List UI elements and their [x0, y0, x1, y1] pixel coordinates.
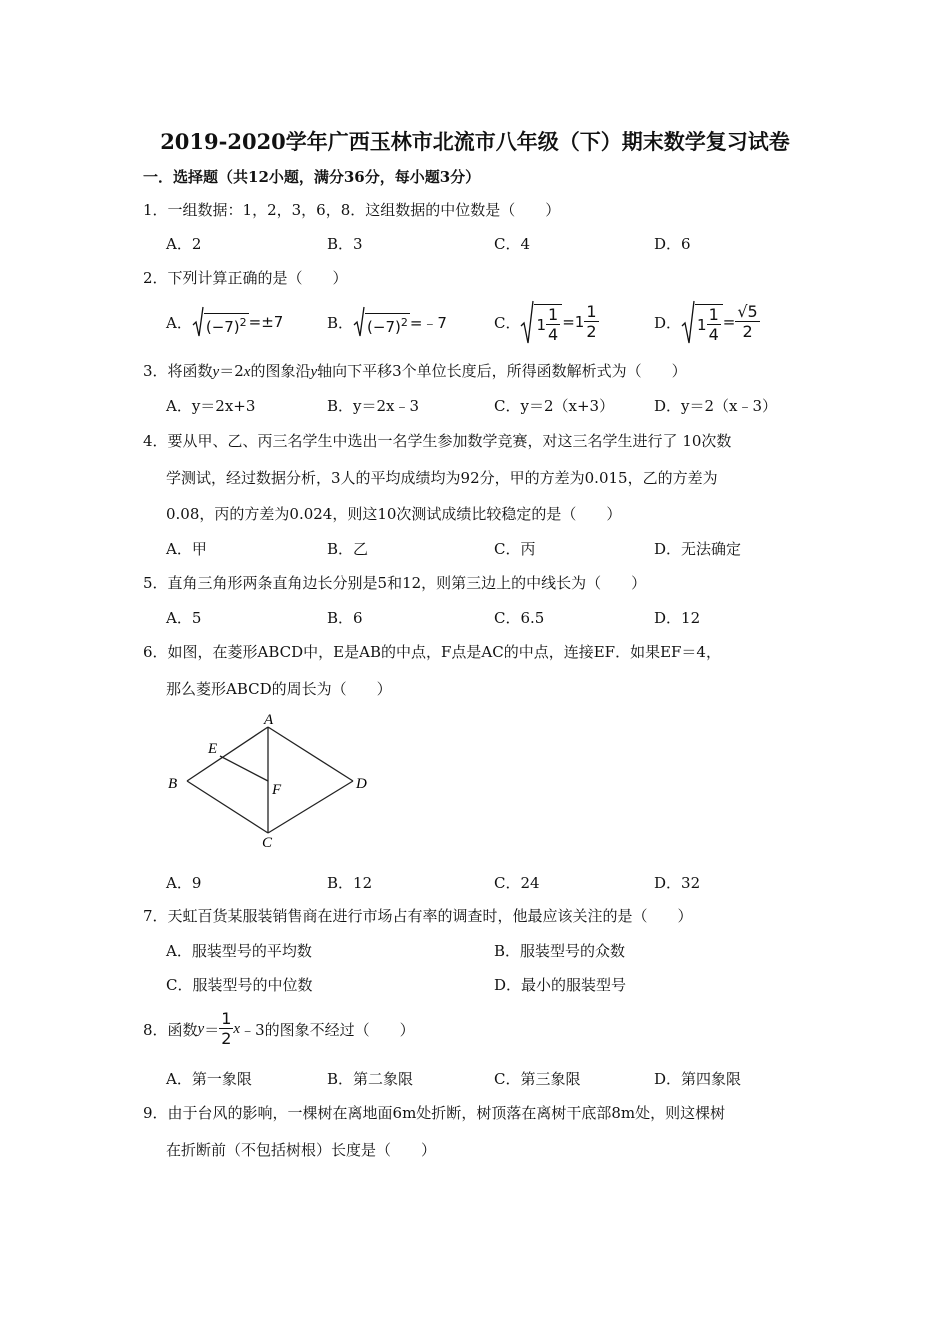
- q3-option-a: A．y＝2x+3: [166, 397, 256, 415]
- q8-fraction: $\frac{1}{2}$: [221, 1009, 232, 1048]
- q3-option-d: D．y＝2（x﹣3）: [654, 397, 778, 415]
- q4-option-c: C．丙: [494, 540, 536, 558]
- section-heading: 一．选择题（共12小题，满分36分，每小题3分）: [143, 168, 481, 186]
- side-ad: [268, 727, 353, 781]
- q2-d-label: D．: [654, 313, 682, 332]
- question-5-stem: 5．直角三角形两条直角边长分别是5和12，则第三边上的中线长为（ ）: [143, 574, 647, 592]
- q6-option-d: D．32: [654, 874, 701, 892]
- question-8-stem: 8．函数 y ＝ $\frac{1}{2}$ x ﹣3的图象不经过（ ）: [143, 1009, 415, 1048]
- q6-option-c: C．24: [494, 874, 540, 892]
- q4-option-b: B．乙: [327, 540, 369, 558]
- q8-option-a: A．第一象限: [166, 1070, 252, 1088]
- question-4-line-3: 0.08，丙的方差为0.024，则这10次测试成绩比较稳定的是（ ）: [166, 505, 622, 523]
- label-e: E: [208, 741, 218, 757]
- sqrt-sign-icon: [520, 299, 534, 345]
- question-3-stem: 3．将函数y＝2x的图象沿y轴向下平移3个单位长度后，所得函数解析式为（ ）: [143, 362, 687, 380]
- q2-b-result: =﹣7: [409, 313, 447, 332]
- sqrt-sign-icon: [192, 305, 204, 339]
- q2-option-c: [494, 298, 599, 346]
- q3-option-c: C．y＝2（x+3）: [494, 397, 615, 415]
- question-6-line-1: 6．如图，在菱形ABCD中，E是AB的中点，F点是AC的中点，连接EF．如果EF＝4，: [143, 643, 721, 661]
- q2-c-equals: =1: [562, 313, 585, 331]
- segment-ef: [220, 756, 268, 781]
- q5-option-c: C．6.5: [494, 609, 545, 627]
- rhombus-figure: [160, 705, 380, 855]
- q7-option-b: B．服装型号的众数: [494, 942, 626, 960]
- q2-c-label: C．: [494, 313, 521, 332]
- q7-option-a: A．服装型号的平均数: [166, 942, 312, 960]
- q2-option-b: [327, 304, 447, 340]
- q2-a-result: =±7: [248, 313, 284, 331]
- q2-d-radicand: 1 $\frac{1}{4}$: [695, 304, 723, 343]
- q2-d-equals: =: [722, 313, 736, 331]
- q5-option-b: B．6: [327, 609, 363, 627]
- label-c: C: [262, 835, 273, 851]
- sqrt-sign-icon: [681, 299, 695, 345]
- q2-a-label: A．: [166, 313, 192, 332]
- q8-option-d: D．第四象限: [654, 1070, 742, 1088]
- question-9-line-1: 9．由于台风的影响，一棵树在离地面6m处折断，树顶落在离树干底部8m处，则这棵树: [143, 1104, 726, 1122]
- q6-option-b: B．12: [327, 874, 373, 892]
- q3-option-b: B．y＝2x﹣3: [327, 397, 420, 415]
- question-1-stem: 1．一组数据：1，2，3，6，8．这组数据的中位数是（ ）: [143, 201, 561, 219]
- q7-option-d: D．最小的服装型号: [494, 976, 627, 994]
- q2-option-a: [166, 304, 283, 340]
- sqrt-sign-icon: [353, 305, 365, 339]
- side-bc: [187, 781, 268, 833]
- question-4-line-1: 4．要从甲、乙、丙三名学生中选出一名学生参加数学竞赛，对这三名学生进行了 10次数: [143, 432, 732, 450]
- q8-option-c: C．第三象限: [494, 1070, 581, 1088]
- q2-option-d: [654, 298, 760, 346]
- q2-b-radicand: $(-7)^2$: [365, 313, 410, 336]
- page-title: 2019-2020学年广西玉林市北流市八年级（下）期末数学复习试卷: [160, 129, 790, 154]
- q4-option-d: D．无法确定: [654, 540, 742, 558]
- label-b: B: [168, 776, 178, 792]
- question-2-stem: 2．下列计算正确的是（ ）: [143, 269, 348, 287]
- q5-option-d: D．12: [654, 609, 701, 627]
- label-d: D: [356, 776, 367, 792]
- label-f: F: [272, 782, 282, 798]
- q1-option-b: B．3: [327, 235, 363, 253]
- question-7-stem: 7．天虹百货某服装销售商在进行市场占有率的调查时，他最应该关注的是（ ）: [143, 907, 693, 925]
- question-6-line-2: 那么菱形ABCD的周长为（ ）: [166, 680, 392, 698]
- q1-option-c: C．4: [494, 235, 531, 253]
- q8-option-b: B．第二象限: [327, 1070, 414, 1088]
- q2-c-radicand: 1 $\frac{1}{4}$: [534, 304, 562, 343]
- q6-option-a: A．9: [166, 874, 202, 892]
- q4-option-a: A．甲: [166, 540, 207, 558]
- label-a: A: [264, 712, 274, 728]
- q5-option-a: A．5: [166, 609, 202, 627]
- side-ab: [187, 727, 268, 781]
- q2-b-label: B．: [327, 313, 354, 332]
- q1-option-d: D．6: [654, 235, 691, 253]
- q7-option-c: C．服装型号的中位数: [166, 976, 313, 994]
- question-4-line-2: 学测试，经过数据分析，3人的平均成绩均为92分，甲的方差为0.015，乙的方差为: [166, 469, 718, 487]
- q2-c-result-fraction: $\frac{1}{2}$: [586, 302, 597, 341]
- q2-d-result-fraction: $\frac{√5}{2}$: [737, 302, 758, 341]
- q1-option-a: A．2: [166, 235, 202, 253]
- question-9-line-2: 在折断前（不包括树根）长度是（ ）: [166, 1141, 437, 1159]
- q2-a-radicand: $(-7)^2$: [204, 313, 249, 336]
